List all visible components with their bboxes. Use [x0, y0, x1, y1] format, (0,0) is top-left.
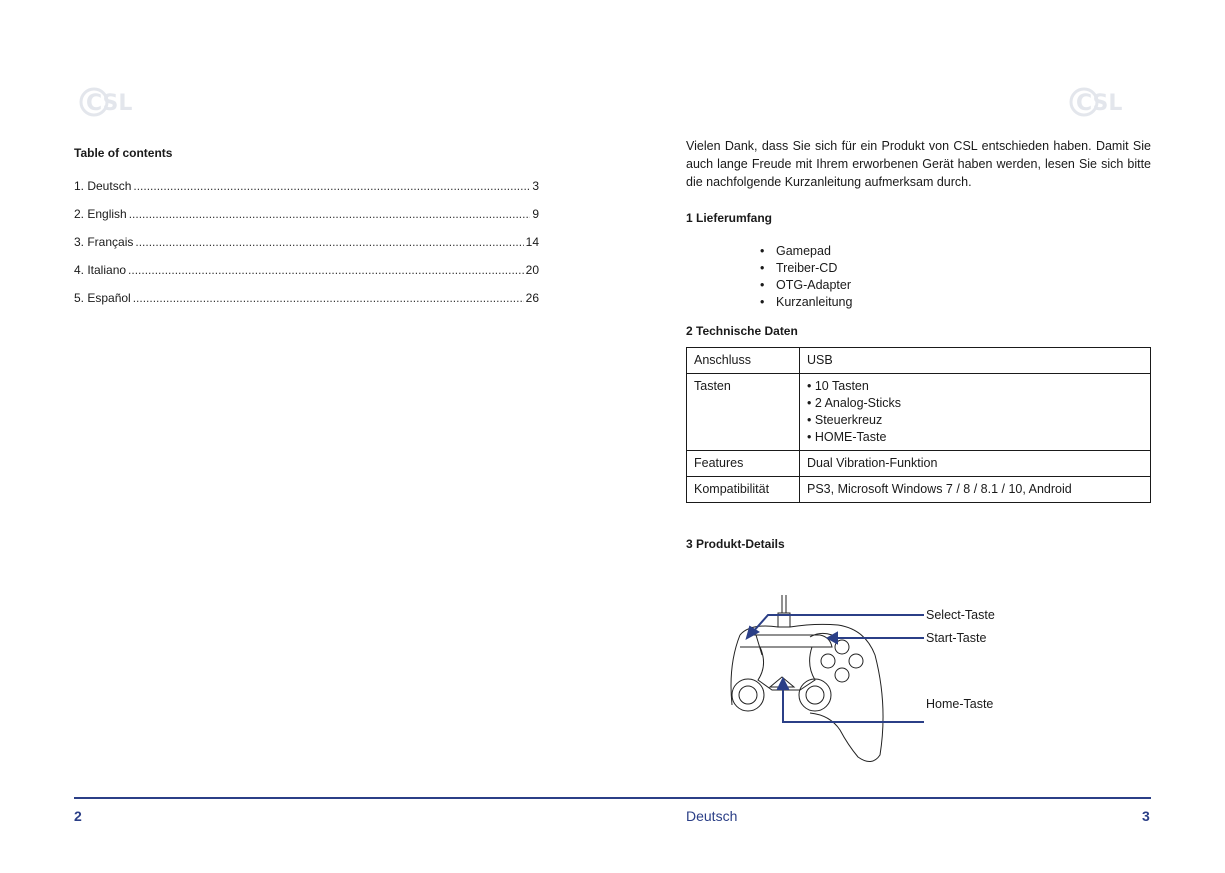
- toc-label: 3. Français: [74, 235, 134, 249]
- table-row: [687, 451, 1151, 477]
- toc-entry[interactable]: [74, 263, 539, 291]
- list-item: • Steuerkreuz: [807, 412, 1143, 429]
- toc-entry[interactable]: [74, 291, 539, 319]
- table-of-contents: [74, 179, 539, 319]
- callout-select: Select-Taste: [926, 608, 995, 622]
- callout-start: Start-Taste: [926, 631, 987, 645]
- spec-value: USB: [800, 348, 1151, 374]
- section-heading-specs: 2 Technische Daten: [686, 324, 798, 338]
- svg-text:CSL: CSL: [1076, 91, 1123, 116]
- spec-table: [686, 347, 1151, 503]
- page-number-right: 3: [1142, 808, 1150, 824]
- footer-language: Deutsch: [686, 808, 738, 824]
- csl-logo-left: [78, 84, 158, 120]
- callout-home: Home-Taste: [926, 697, 994, 711]
- spec-value: PS3, Microsoft Windows 7 / 8 / 8.1 / 10, Android: [800, 477, 1151, 503]
- table-row: [687, 477, 1151, 503]
- section-heading-delivery: 1 Lieferumfang: [686, 211, 773, 225]
- list-item: • Kurzanleitung: [760, 294, 852, 311]
- toc-entry[interactable]: [74, 235, 539, 263]
- list-item: • Treiber-CD: [760, 260, 852, 277]
- spec-key: Tasten: [687, 374, 800, 451]
- list-item: • Gamepad: [760, 243, 852, 260]
- spec-key: Anschluss: [687, 348, 800, 374]
- table-row: [687, 348, 1151, 374]
- page-number-left: 2: [74, 808, 82, 824]
- toc-page: 3: [532, 179, 539, 193]
- list-item: • OTG-Adapter: [760, 277, 852, 294]
- footer-divider: [74, 797, 1151, 799]
- toc-title: Table of contents: [74, 146, 173, 160]
- spec-key: Features: [687, 451, 800, 477]
- table-row: [687, 374, 1151, 451]
- intro-paragraph: Vielen Dank, dass Sie sich für ein Produkt von CSL entschieden haben. Damit Sie auch lange Freude mit Ihrem erworbenen Gerät haben werden, lesen Sie sich bitte die nachfolgende Kurzanleitung aufmerksam durch.: [686, 139, 1151, 189]
- toc-page: 20: [525, 263, 539, 277]
- csl-logo-icon: [1068, 84, 1148, 120]
- list-item: • 10 Tasten: [807, 378, 1143, 395]
- toc-page: 9: [532, 207, 539, 221]
- toc-label: 5. Español: [74, 291, 131, 305]
- csl-logo-icon: [78, 84, 158, 120]
- list-item: • HOME-Taste: [807, 429, 1143, 446]
- csl-logo-right: [1068, 84, 1148, 120]
- list-item: • 2 Analog-Sticks: [807, 395, 1143, 412]
- spec-value: Dual Vibration-Funktion: [800, 451, 1151, 477]
- toc-label: 1. Deutsch: [74, 179, 132, 193]
- toc-label: 2. English: [74, 207, 127, 221]
- delivery-list: [760, 243, 852, 311]
- section-heading-product-details: 3 Produkt-Details: [686, 537, 785, 551]
- toc-label: 4. Italiano: [74, 263, 127, 277]
- toc-page: 26: [525, 291, 539, 305]
- toc-entry[interactable]: [74, 179, 539, 207]
- spec-value: [800, 374, 1151, 451]
- toc-page: 14: [525, 235, 539, 249]
- spec-key: Kompatibilität: [687, 477, 800, 503]
- toc-entry[interactable]: [74, 207, 539, 235]
- svg-text:CSL: CSL: [86, 91, 133, 116]
